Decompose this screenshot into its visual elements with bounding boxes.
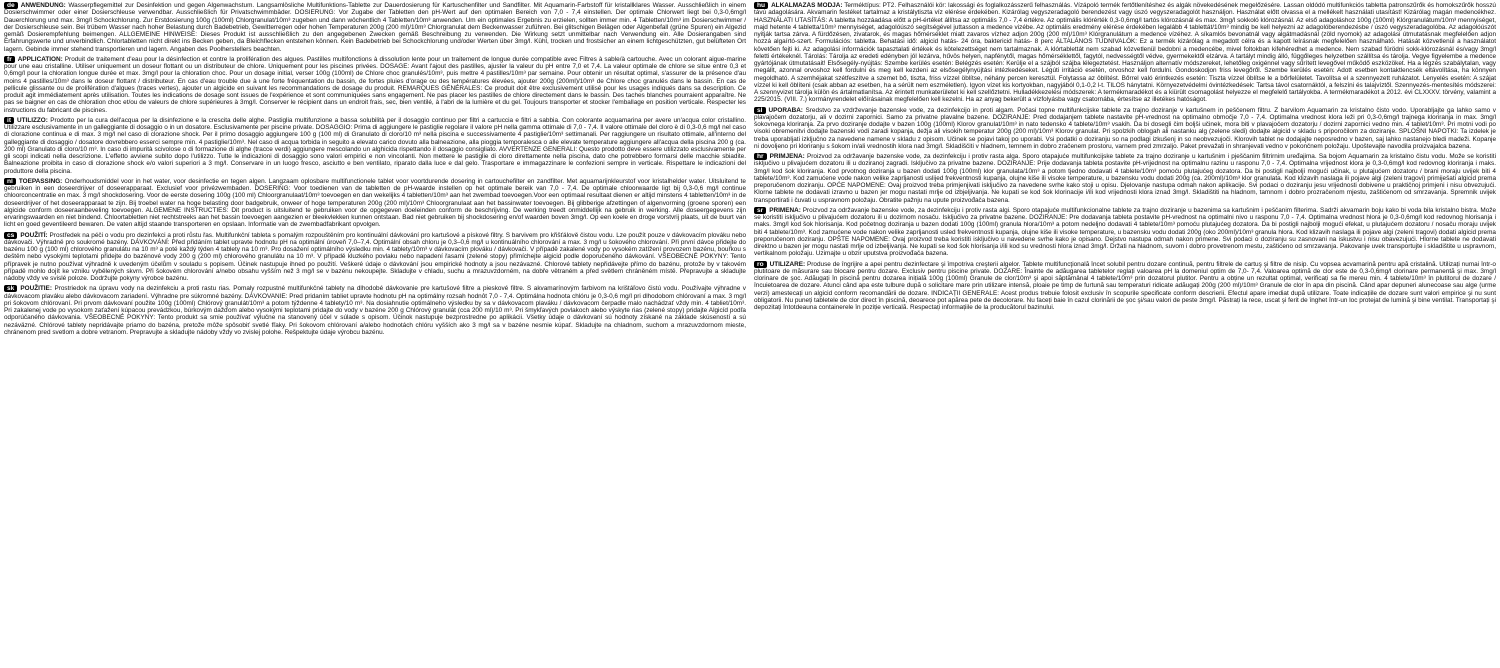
section-title: UTILIZARE: bbox=[769, 260, 806, 268]
section-title: POUŽITÍ: bbox=[20, 231, 48, 239]
section-sr bbox=[754, 207, 1496, 258]
language-code-badge: sk bbox=[4, 285, 17, 292]
section-text: Proizvod za održavanje bazenske vode, za dezinfekciju i protiv rasta algi. Sporo otapajuće multifunkcionalne tablete za trajno doziranje u bazenima sa kartušnim i peščanim filterima. Sadrži akvamarin boju kako bi voda bila kristalno bistra. Može se koristiti isključivo u plivajućem dozatoru ili u dozirnom nosaču. Isključivo za privatne bazene. DOZIRANJE: Pre dodavanja tableta postavite pH-vrednost na optimalni nivo u rasponu 7,0 - 7,4. Optimalna vrednost hlora je 0,3-0,6mg/l kod redovnog hlorisanja i maks. 3mg/l kod šok hlorisanja. Kod početnog doziranja u bazen dodati 100g (100ml) granula hlora/10m³ a potom nedeljno dodavati 4 tablete/10m³ pomoću plutajućeg dozatora. Da bi postigli najbolji mogući efekat, u plutajućem dozatoru / nosaču moraju uvijek biti 4 tablete/10m³. Kod zamućene vode nakon velike zaprljanosti usled frekventnosti kupanja, olujne kiše ili visoke temperature, u bazensku vodu dodati 200g (oko 200ml)/10m³ granula hlora. Kod klizavih naslaga ili pojave algi (zeleni tragovi) dodati algicid prema preporučenom doziranju. OPŠTE NAPOMENE: Ovaj proizvod treba koristiti isključivo u navedene svrhe kako je opisano. Dejstvo nastupa odmah nakon primene. Svi podaci o doziranju su zasnovani na iskustvu i nisu obavezujući. Hlorne tablete ne dodavati direktno u bazen jer mogu nastati mrlje od izbeljivanja. Ne kupati se kod šok hlorisanja i/ili kod su vrednosti hlora iznad 3mg/l. Držati na hladnom, suvom i dobro provetrenom mestu, zaštićeno od smrzavanja. Pakovanje uvek transportujte i skladištite u uspravnom, vertikalnom položaju. Uzimajte u obzir uputstva proizvođača bazena. bbox=[754, 206, 1496, 258]
section-title: POUŽITIE: bbox=[20, 285, 52, 293]
language-code-badge: it bbox=[4, 117, 14, 124]
section-title: UPORABA: bbox=[768, 106, 803, 114]
section-title: APPLICATION: bbox=[17, 55, 63, 63]
section-text: Prostředek na péči o vodu pro dezinfekci a proti růstu řas. Multifunkční tableta s pomalým rozpouštěním pro kontinuální dávkování pro kartušové a pískové filtry. S barvivem pro křišťálově čistou vodu. Lze použít pouze v dávkovacím plováku nebo dávkovači. Výhradně pro soukromé bazény. DÁVKOVÁNÍ: Před přidáním tablet upravte hodnotu pH na optimální úroveň 7,0–7,4. Optimální obsah chloru je 0,3–0,6 mg/l u kontinuálního chlorování a max. 3 mg/l u šokového chlorování. Při první dávce přidejte do bazénu 100 g (100 ml) chlorového granulátu na 10 m³ a poté každý týden 4 tablety na 10 m³. Pro dosažení optimálního výsledku min. 4 tablety/10m³ v dávkovacím plováku / dávkovači. V případě zakalené vody po vysokém zatížení provozem bazénu, bouřkou s deštěm nebo vysokými teplotami přidejte do bazénové vody 200 g (200 ml) chlorového granulátu na 10 m³. V případě kluzkého povlaku nebo napadení řasami (zelené stopy) přimíchejte algicid podle doporučeného dávkování. VŠEOBECNÉ POKYNY: Tento přípravek je nutno používat výhradně k uvedeným účelům v souladu s popisem. Účinek nastupuje ihned po použití. Veškeré údaje o dávkování jsou empirické hodnoty a jsou nezávazné. Chlorové tablety nepřidávejte přímo do bazénu, protože by v takovém případě mohlo dojít ke vzniku vybělených skvrn. Při šokovém chlorování a/nebo obsahu vyšším než 3 mg/l se v bazénu nekoupejte. Skladujte v chladu, suchu a mrazuvzdorném, na dobře větraném a před světlem chráněném místě. Přepravujte a skladujte nádoby vždy ve svislé poloze. Dodržujte pokyny výrobce bazénu. bbox=[4, 231, 746, 282]
language-code-badge: sl bbox=[754, 107, 766, 114]
language-code-badge: ro bbox=[754, 261, 767, 268]
section-hu bbox=[754, 2, 1496, 104]
section-title: PRIMENA: bbox=[769, 206, 801, 214]
section-title: TOEPASSING: bbox=[18, 177, 63, 185]
section-it bbox=[4, 117, 746, 175]
section-sl bbox=[754, 107, 1496, 151]
section-title: PRIMJENA: bbox=[769, 153, 805, 160]
section-sk bbox=[4, 285, 746, 336]
section-text: Sredstvo za vzdrževanje bazenske vode, za dezinfekcijo in proti algam. Počasi topne multifunkcijske tablete za trajno doziranje v kartušnem in peščenem filtru. Z barvilom Aquamarin za kristalno čisto vodo. Uporabljajte ga lahko samo v plavajočem dozatorju, ali v dozirni zapornici. Samo za privatne plavalne bazene. DOZIRANJE: Pred dodajanjem tablete nastavite pH-vrednost na optimalno območje 7,0 - 7,4. Optimalna vrednost klora leži pri 0,3-0,6mg/l trajnega kloriranja in max. 3mg/l šokovnega kloriranja. Za prvo doziranje dodajte v bazen 100g (100ml) Klorov granulat/10m³ in nato tedensko 4 tablete/10m³ vsakih. Da bi dosegli čim boljši učinek, mora biti v plavajočem dozatorju / dozirni zapornici vedno min. 4 tablet/10m³. Pri motni vodi po visoki obremenitvi dodajte bazenski vodi zaradi kopanja, dežja ali visokih temperatur 200g (200 ml)/10m³ Klorov granulat. Pri spolzkih oblogah ali nastanku alg (zelene sledi) dodajte algicid v skladu s priporočilom za doziranje. SPLOŠNI NAPOTKI: Ta izdelek je treba uporabljati izključno za navedene namene v skladu z opisom. Učinek se pojavi takoj po uporabi. Vsi podatki o doziranju so na podlagi izkušenj in so neobvezujoči. Klorovih tablet ne dodajajte neposredno v bazen, saj lahko nastanejo bledi madeži. Kopanje ni dovoljeno pri kloriranju s šokom in/ali vrednostih klora nad 3mg/l. Skladiščiti v hladnem, temnem in dobro zračenem prostoru, varnem pred zmrzaljo. Paket prevažati in shranjevati vedno v pokončnem položaju. Upoštevajte navodila proizvajalca bazena. bbox=[754, 106, 1496, 150]
right-column bbox=[754, 2, 1496, 668]
language-code-badge: cs bbox=[4, 232, 17, 239]
section-de bbox=[4, 2, 746, 53]
section-fr bbox=[4, 56, 746, 114]
section-title: UTILIZZO: bbox=[17, 116, 48, 124]
section-text: Produse de îngrijire a apei pentru dezinfectare şi împotriva creşterii algelor. Tablete multifuncţională încet solubil pentru dozare continuă, pentru filtrele de cartuş şi filtre de nisip. Cu vopsea acvamarină pentru apă cristalină. Utilizați numai într-o plutitoare de măsurare sau blocare pentru dozare. Exclusiv pentru piscine private. DOZARE: Înainte de adăugarea tabletelor reglați valoarea pH la domeniul optim de 7,0- 7,4. Valoarea optimă de clor este de 0,3-0,6mg/l clorinare permanentă şi max. 3mg/l clorinare de şoc. Adăugați în piscină pentru dozarea inițială 100g (100ml) Granule de clor/10m³ şi apoi săptămânal 4 tablete/10m³ prin dozatorul plutitor. Pentru a obține un rezultat optimal, verificați sa fie mereu min. 4 tablete/10m³ în plutitorul de dozare / încuietoarea de dozare. Atunci când apa este tulbure după o solicitare mare prin utilizare intensă, ploaie pe timp de furtună sau temperaturi ridicate adăugați 200g (200 ml)/10m³ Granule de clor în apa din piscină. Când apar depuneri alunecoase sau alge (urme verzi) amestecați un algicid conform recomandării de dozare. INDICAȚII GENERALE: Acest produs trebuie folosit exclusiv în scopurile specificate conform descrierii. Efectul apare imediat după utilizare. Toate indicațiile de dozare sunt valori empirice şi nu sunt obligatorii. Nu puneți tabletele de clor direct în piscină, deoarece pot apărea pete de decolorare. Nu faceți baie în cazul clorinării de şoc şi/sau valori de peste 3mg/l. Păstrați la rece, uscat şi ferit de înghet într-un loc protejat de lumină şi bine ventilat. Transportați şi depozitați întotdeauna containerele în poziție verticală. Respectați informațiile de la producătorul bazinului. bbox=[754, 260, 1496, 311]
language-code-badge: hu bbox=[754, 2, 768, 9]
section-text: Proizvod za održavanje bazenske vode, za dezinfekciju i protiv rasta alga. Sporo otapajuće multifunkcijske tablete za trajno doziranje u kartušnim i pješčanim filtrirnim uređajima. Sa bojom Aquamarin za kristalno čistu vodu. Može se koristiti isključivo u plivajućem dozatoru ili u doziranoj zagradi. Isključivo za privatne bazene. DOZIRANJE: Prije dodavanja tableta postavite pH-vrijednost na optimalnu razinu u rasponu 7,0 - 7,4. Optimalna vrijednost klora je 0,3-0,6mg/l kod redovnog kloriranja i maks. 3mg/l kod šok kloriranja. Kod prvotnog doziranja u bazen dodati 100g (100ml) klor granulata/10m³ a potom tjedno dodavati 4 tablete/10m³ pomoću plutajućeg dozatora. Da bi postigli najbolji mogući učinak, u plutajućem dozatoru / brani moraju uvijek biti 4 tablete/10m³. Kod zamućene vode nakon velike zaprljanosti uslijed frekventnosti kupanja, olujne kiše ili visoke temperature, u bazensku vodu dodati 200g (ca. 200ml)/10m³ klor granulata. Kod klizavih naslaga ili pojave algi (zeleni tragovi) primiješati algicid prema preporučenom doziranju. OPĆE NAPOMENE: Ovaj proizvod treba primjenjivati isključivo za navedene svrhe kako stoji u opisu. Djelovanje nastupa odmah nakon aplikacije. Svi podaci o doziranju jesu vrijednosti dobivene u praktičnoj primjeni i nisu obvezujući. Klorne tablete ne dodavati izravno u bazen jer mogu nastati mrlje od izbjeljivanja. Ne kupati se kod šok klorinacije i/ili kod vrijednosti klora iznad 3mg/l. Skladištiti na hladnom, tamnom i dobro prozračenom mjestu, zaštićenom od smrzavanja. Spremnik uvijek transportirati i čuvati u uspravnom položaju. Obratite pažnju na upute proizvođača bazena. bbox=[754, 153, 1496, 204]
section-text: Prostriedok na úpravu vody na dezinfekciu a proti rastu rias. Pomaly rozpustné multifunkčné tablety na dlhodobé dávkovanie pre kartušové filtre a pieskové filtre. S akvamarínovým farbivom na krištáľovo čistú vodu. Používajte výhradne v dávkovacom plaváku alebo dávkovacom zariadení. Výhradne pre súkromné bazény. DÁVKOVANIE: Pred pridaním tabliet upravte hodnotu pH na optimálny rozsah hodnôt 7,0 - 7,4. Optimálna hodnota chlóru je 0,3-0,6 mg/l pri dlhodobom chlórovaní a max. 3 mg/l pri šokovom chlórovaní. Pri prvom dávkovaní použite 100g (100ml) Chlórový granulát/10m³ a potom týždenne 4 tablety/10 m³. Na dosiahnutie optimálneho výsledku by sa v dávkovacom plaváku / dávkovacom čerpadle malo nachádzať vždy min. 4 tabliet/10m³. Pri zakalenej vode po vysokom zaťažení kúpacou prevádzkou, búrkovým dažďom alebo vysokými teplotami pridajte do vody v bazéne 200 g Chlórový granulát (cca 200 ml)/10 m³. Pri šmykľavých povlakoch alebo výskyte rias (zelené stopy) pridajte Algicíd podľa odporúčaného dávkovania. VŠEOBECNÉ POKYNY: Tento produkt sa smie používať výlučne na stanovený účel v súlade s opisom. Účinok nastupuje bezprostredne po aplikácii. Všetky údaje o dávkovaní sú hodnoty získané na základe skúseností a sú nezáväzné. Chlórové tablety nepridávajte priamo do bazéna, pretože môže spôsobiť svetlé fľaky. Pri šokovom chlórovaní a/alebo hodnotách chlóru vyšších ako 3 mg/l sa v bazéne nesmie kúpať. Skladujte na chladnom, suchom a mrazuvzdornom mieste, chránenom pred svetlom a dobre vetranom. Prepravujte a skladujte nádoby vždy vo zvislej polohe. Rešpektujte údaje výrobcu bazénu. bbox=[4, 285, 746, 336]
language-code-badge: fr bbox=[4, 56, 15, 63]
section-title: ALKALMAZÁS MÓDJA: bbox=[771, 2, 843, 9]
language-code-badge: hr bbox=[754, 153, 767, 160]
left-column bbox=[4, 2, 746, 668]
section-nl bbox=[4, 178, 746, 229]
section-ro bbox=[754, 261, 1496, 312]
section-text: Produit de traitement d'eau pour la désinfection et contre la prolifération des algues. Pastilles multifonctions à dissolution lente pour un traitement de longue durée compatible avec Filtres à sable/à cartouche. Avec un colorant aigue-marine pour une eau cristalline. Utiliser uniquement un doseur flottant ou un distributeur de chlore. Uniquement pour les piscines privées. DOSAGE: Avant l'ajout des pastilles, ajuster la valeur du pH entre 7,0 et 7,4. La valeur optimale de chlore se situe entre 0,3 et 0,6mg/l pour la chloration longue durée et max. 3mg/l pour la chloration choc. Pour un dosage initial, verser 100g (100ml) de Chlore choc granulés/10m³, puis mettre 4 pastilles/10m³ par semaine. Pour obtenir un résultat optimal, s'assurer de la présence d'au moins 4 pastilles/10m³ dans le doseur flottant / distributeur. En cas d'eau trouble due à une forte fréquentation du bassin, de fortes pluies d'orage ou des températures élevées, ajouter 200g (200ml)/10m³ de Chlore choc granulés dans le bassin. En cas de pellicule glissante ou de prolifération d'algues (traces vertes), ajouter un algicide en suivant les recommandations de dosage du produit. REMARQUES GÉNÉRALES: Ce produit doit être exclusivement utilisé pour les usages indiqués dans sa description. Ce produit agit immédiatement après utilisation. Toutes les indications de dosage sont issues de l'expérience et sont communiquées sans engagement. Ne pas placer les pastilles de chlore directement dans le bassin. Des taches blanches pourraient apparaître. Ne pas se baigner en cas de chloration choc et/ou de valeurs de chlore supérieures à 3mg/l. Conserver le récipient dans un endroit frais, sec, bien ventilé, à l'abri de la lumière et du gel. Toujours transporter et stocker l'emballage en position verticale. Respecter les instructions du fabricant de piscines. bbox=[4, 55, 746, 114]
section-cs bbox=[4, 232, 746, 283]
section-text: Onderhoudsmiddel voor in het water, voor desinfectie en tegen algen. Langzaam oplosbare multifunctionele tablet voor voortdurende dosering in cartouchefilter en zandfilter. Met aquamarijnkleurstof voor kristalhelder water. Uitsluitend te gebruiken in een doseerdrijver of doseerapparaat. Exclusief voor privézwembaden. DOSERING: Voor toedienen van de tabletten de pH-waarde instellen op het optimale bereik van 7,0 - 7,4. De optimale chloorwaarde ligt bij 0,3-0,6 mg/l continue chloorconcentratie en max. 3 mg/l shockdosering. Voor de eerste dosering 100g (100 ml) Chloorgranulaat/10m³ toevoegen en dan wekelijks 4 tabletten/10m³ aan het zwembad toevoegen.Voor een optimaal resultaat dienen er altijd minstens 4 tabletten/10m³ in de doseerdrijver of het doseerapparaat te zijn. Bij troebel water na hoge belasting door badgebruik, onweer of hoge temperaturen 200g (200 ml)/10m³ Chloorgranulaat aan het bassinwater toevoegen. Bij glibberige afzettingen of algenvorming (groene sporen) een algicide conform doseeraanbeveling toevoegen. ALGEMENE INSTRUCTIES: Dit product is uitsluitend te gebruiken voor de opgegeven doeleinden conform de beschrijving. De werking treedt onmiddellijk na gebruik in werking. Alle doseergegevens zijn ervaringswaarden en niet bindend. Chloortabletten niet rechtstreeks aan het bassin toevoegen aangezien er bleekvlekken kunnen ontstaan. Bad niet gebruiken bij shockdosering en/of waarden boven 3mg/l. Op een koele en droge vorstvrij plaats, uit de buurt van licht en goed geventileerd bewaren. De vaten altijd staande transporteren en opslaan. Informatie van de zwembadfabrikant opvolgen. bbox=[4, 177, 746, 229]
section-text: Prodotto per la cura dell'acqua per la disinfezione e la crescita delle alghe. Pastiglia multifunzione a bassa solubilità per il dosaggio continuo per filtri a cartuccia e filtri a sabbia. Con colorante acquamarina per avere un'acqua color cristallino. Utilizzare esclusivamente in un galleggiante di dosaggio o in un dosatore. Esclusivamente per piscine private. DOSAGGIO: Prima di aggiungere le pastiglie regolare il valore pH nella gamma ottimale di 7,0 - 7,4. Il valore ottimale del cloro è di 0,3-0,6 mg/l nel caso di clorazione continua e di max. 3 mg/l nel caso di clorazione shock. Per il primo dosaggio aggiungere 100 g (100 ml) di Granulato di cloro/10 m³ nella piscina e successivamente 4 pastiglie/10m³ settimanali. Per raggiungere un risultato ottimale, all'interno del galleggiante di dosaggio / dosatore dovrebbero esserci sempre min. 4 pastiglie/10m³. Nel caso di acqua torbida in seguito a elevato carico dovuto alla balneazione, alla pioggia temporalesca o alle elevate temperature aggiungere all'acqua della piscina 200 g (ca. 200 ml) Granulato di cloro/10 m³. In caso di impurità scivolose o di formazione di alghe (tracce verdi) aggiungere mescolando un alghicida rispettando il dosaggio consigliato. AVVERTENZE GENERALI: Questo prodotto deve essere utilizzato esclusivamente per gli scopi indicati nella descrizione. L'effetto avviene subito dopo l'utilizzo. Tutte le indicazioni di dosaggio sono valori empirici e non vincolanti. Non mettere le pastiglie di cloro direttamente nella piscina, dato che potrebbero formarsi delle macchie sbiadite. Balneazione proibita in caso di clorazione shock e/o valori superiori a 3 mg/l. Conservare in un luogo fresco, asciutto e ben ventilato, riparato dalla luce e dal gelo. Trasportare e immagazzinare le confezioni sempre in verticale. Rispettare le indicazioni del produttore della piscina. bbox=[4, 116, 746, 175]
section-text: Wasserpflegemittel zur Desinfektion und gegen Algenwachstum. Langsamlösliche Multifunktions-Tablette zur Dauerdosierung für Kartuschenfilter und Sandfilter. Mit Aquamarin-Farbstoff für kristallklares Wasser. Ausschließlich in einem Dosierschwimmer oder einer Dosierschleuse verwendbar. Ausschließlich für Privatschwimmbäder. DOSIERUNG: Vor Zugabe der Tabletten den pH-Wert auf den optimalen Bereich von 7,0 - 7,4 einstellen. Der optimale Chlorwert liegt bei 0,3-0,6mg/l Dauerchlorung und max. 3mg/l Schockchlorung. Zur Erstdosierung 100g (100ml) Chlorgranulat/10m³ zugeben und dann wöchentlich 4 Tabletten/10m³ anwenden. Um ein optimales Ergebnis zu erzielen, sollten immer min. 4 Tabletten/10m³ im Dosierschwimmer / der Dosierschleuse sein. Bei trübem Wasser nach hoher Belastung durch Badebetrieb, Gewitterregen oder hohen Temperaturen 200g (200 ml)/10m³ Chlorgranulat dem Beckenwasser zuführen. Bei glitschigen Belägen oder Algenbefall (grüne Spuren) ein Algezid gemäß Dosierempfehlung beimengen. ALLGEMEINE HINWEISE: Dieses Produkt ist ausschließlich zu den angegebenen Zwecken gemäß Beschreibung zu verwenden. Die Wirkung setzt unmittelbar nach Verwendung ein. Alle Dosierangaben sind Erfahrungswerte und unverbindlich. Chlortabletten nicht direkt ins Becken geben, da Bleichflecken entstehen können. Kein Badebetrieb bei Schockchlorung und/oder Werten über 3mg/l. Kühl, trocken und frostsicher an einem lichtgeschützten, gut belüfteten Ort lagern. Gebinde immer stehend transportieren und lagern. Angaben des Poolherstellers beachten. bbox=[4, 2, 746, 53]
section-hr bbox=[754, 153, 1496, 204]
language-code-badge: nl bbox=[4, 178, 16, 185]
language-code-badge: de bbox=[4, 2, 18, 9]
section-title: ANWENDUNG: bbox=[20, 2, 66, 9]
language-code-badge: sr bbox=[754, 207, 766, 214]
section-text: Terméktípus: PT2. Felhasználói kör: lakossági és foglalkozásszerű felhasználás. Vízápoló termék fertőtlenítéshez és algák növekedésének megelőzésére. Lassan oldódó multifunkciós tabletta patronszűrők és homokszűrők hosszú távú adagolására. Akvamarin festéket tartalmaz a kristálytiszta víz elérése érdekében. Kizárólag vegyszeradagoló berendezést vagy úszó vegyszeradagolót használjon. Használat előtt olvassa el a mellékelt használati utasítást! Kizárólag magán medencékhez. HASZNÁLATI UTASÍTÁS: A tabletta hozzáadása előtt a pH-értéket állítsa az optimális 7,0 - 7,4 értékre. Az optimális klórérték 0,3-0,6mg/l tartós klórozásnál és max. 3mg/l sokkoló klórozásnál. Az első adagoláshoz 100g (100ml) Klórgranulátum/10m³ mennyiséget, majd hetente 4 tabletta/10m³ mennyiséget, adagolóúszó segítségével juttasson a medence vizébe. Az optimális eredmény elérése érdekében legalább 4 tablettát/10m³ mindig be kell helyezni az adagolóberendezésbe / úszó vegyszeradagolóba. Az adagolóúszót nyitják tartsa zárva. A fürdőzésen, zivatarok, és magas hőmérséklet miatt zavaros vízhez adjon 200g (200 ml)/10m³ Klórgranulátum a medence vízéhez. A síkamlós bevonatnál vagy algátmadásnál (zöld nyomok) az adagolási útmutatásnak megfelelően adjon hozzá algaírtó-szert. Formulációs: tabletta. Behatási idő: algicid hatás- 24 óra, baktericid hatás- 8 perc ÁLTALÁNOS TUDNIVALÓK: Ez a termék kizárólag a megadott célra és a kapott leírásnak megfelelően használható. Hatását közvetlenül a használatot követően fejti ki. Az adagolási információk tapasztalati értékek és kötelezettséget nem tartalmaznak. A klórtablettát nem szabad közvetlenül bedobni a medencébe, mivel foltokban kifehéredhet a medence. Nem szabad fürödni sokk-klórozásnál és/vagy 3mg/l feletti értékeknél. Tárolás: Tárolja az eredeti edényben jól lezárva, hűvös helyen, napfénytől, magas hőmérséklettől, fagytól, nedvességtől védve, gyermekektől elzárva. A tartályt mindig álló, függőleges helyzetben szállítsa és tárolja. Vegye figyelembe a medence gyártójának útmutatásait! Elsősegély-nyújtás: Szembe kerülés esetén: Belégzés esetén: Kerülje el a szájból szájba lélegeztetést. Használjon alternatív módszereket, lehetőleg oxigénnel vagy sűrített levegővel működő eszközöket. Ha a légzés szabálytalan, vagy megállt, azonnal orvoshoz kell fordulni és meg kell kezdeni az elsősegélynyújtási intézkedéseket. Légúti irritáció esetén, orvoshoz kell fordulni. Gondoskodjon friss levegőről. Szembe kerülés esetén: Adott esetben kontaktlencsék eltávolítása, ha könnyen megoldható. A szemhéjakat szétfeszítve a szemet bő, tiszta, friss vízzel öblítse, néhány percen keresztül. Folytassa az öblítést. Bőrrel való érintkezés esetén: Tiszta vízzel öblítse le a bőrfelületet. Tavolítsa el a szennyezett ruházatot. Lenyelés esetén: A szájat vízzel ki kell öblíteni (csak abban az esetben, ha a sérült nem eszméletlen). Igyon vízet kis kortyokban, nagyjából 0,1-0,2 l-t. TILOS hánytatni. Környezetvédelmi óvintézkedések: Tartsa távol csatornáktól, a felszíni és talajvíztől. Szennyezés-mentesítés módszerei: A szennyvizet tárolja külön és ártalmatlanítsa. Az érintett munkaterületet ki kell szellőztetni. Hulladékkezelési módszerek: A termékmaradékot és a kiürült csomagolást helyezze el megfelelő tartályokba. A termékmaradékot a 2012. évi CLXXXV. törvény, valamint a 225/2015. (VIII. 7.) kormányrendelet előírásainak megfelelően kell kezelni. Ha az anyag bekerült a vízfolyásba vagy csatornába, értesítse az illetékes hatóságot. bbox=[754, 2, 1496, 104]
